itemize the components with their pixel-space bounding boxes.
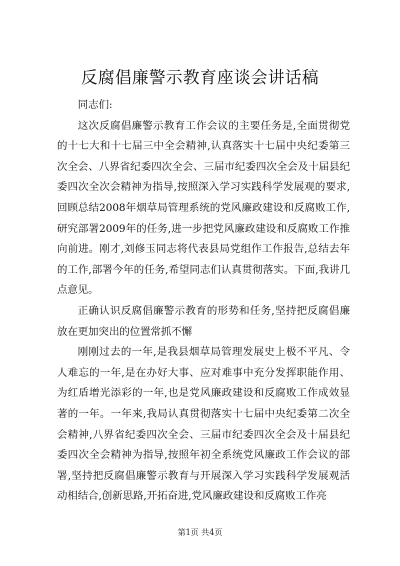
paragraph-review: 刚刚过去的一年,是我县烟草局管理发展史上极不平凡、令人难忘的一年,是在办好大事、应对难事中充分发挥职能作用、为红盾增光添彩的一年,也是党风廉政建设和反腐败工作成效显著的一年。一年来,我局认真贯彻落实十七届中央纪委第二次全会精神,八界省纪委四次全会、三届市纪委四次全会及十届县纪委四次全会精神为指导,按照年初全系统党风廉政工作会议的部署,坚持把反腐倡廉警示教育与开展深入学习实践科学发展观活动相结合,创新思路,开拓奋进,党风廉政建设和反腐败工作亮	[57, 346, 350, 503]
section-heading: 正确认识反腐倡廉警示教育的形势和任务,坚持把反腐倡廉放在更加突出的位置常抓不懈	[57, 304, 350, 338]
page-footer: 第1页 共4页	[177, 528, 223, 537]
document-body	[57, 95, 350, 507]
greeting: 同志们:	[77, 99, 113, 111]
paragraph-intro: 这次反腐倡廉警示教育工作会议的主要任务是,全面贯彻党的十七大和十七届三中全会精神,认真落实十七届中央纪委第三次全会、八界省纪委四次全会、三届市纪委四次全会及十届县纪委四次全次会精神为指导,按照深入学习实践科学发展观的要求,回顾总结2008年烟草局管理系统的党风廉政建设和反腐败工作,研究部署2009年的任务,进一步把党风廉政建设和反腐败工作推向前进。刚才,刘修玉同志将代表县局党组作工作报告,总结去年的工作,部署今年的任务,希望同志们认真贯彻落实。下面,我讲几点意见。	[57, 119, 350, 297]
document-title: 反腐倡廉警示教育座谈会讲话稿	[81, 68, 319, 87]
